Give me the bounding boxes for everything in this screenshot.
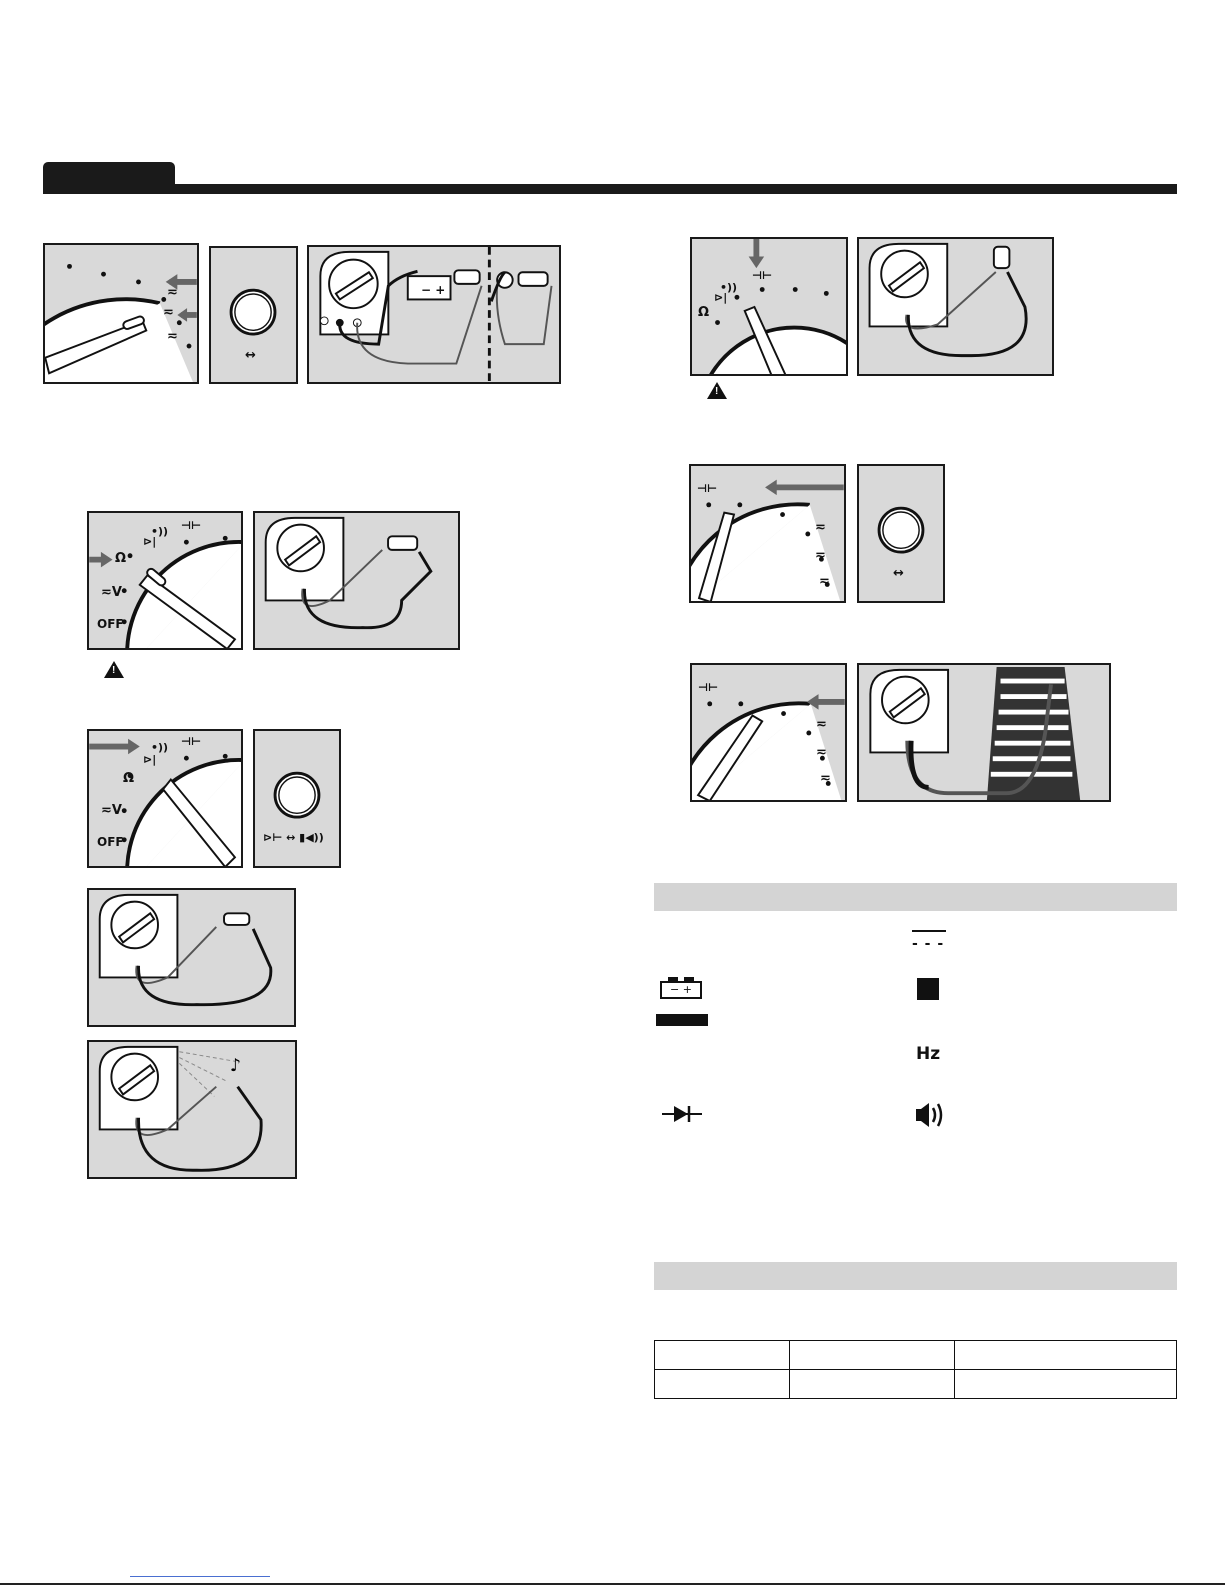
warning-icon: ! (104, 661, 124, 678)
footer-link-underline (130, 1576, 270, 1577)
meter-continuity-panel (87, 1040, 297, 1179)
switch-arrow-label: ↔ (893, 566, 904, 581)
dial-label-ohm: Ω (123, 771, 135, 786)
table-cell (790, 1370, 955, 1399)
meter-measure-temperature-panel (857, 663, 1111, 802)
dial-label-sound: •)) (720, 281, 738, 294)
section-rule (43, 184, 1177, 194)
svg-text:♪: ♪ (229, 1056, 242, 1077)
dial-label-approx: ≂ (816, 745, 827, 760)
dial-label-off: OFF (97, 617, 124, 631)
table-cell (655, 1341, 790, 1370)
switch-arrow-label: ↔ (245, 348, 256, 363)
dial-label-volt: ≂V (101, 803, 122, 818)
table-cell (955, 1341, 1177, 1370)
meter-measure-diode-panel (87, 888, 296, 1027)
select-button-panel (209, 246, 298, 384)
dial-panel-capacitance (690, 237, 848, 376)
dial-label-cap: ⊣⊢ (752, 269, 773, 282)
spec-table (654, 1340, 1177, 1399)
continuity-sound-icon (914, 1102, 944, 1128)
select-button-panel-diode (253, 729, 341, 868)
meter-measure-voltage-panel (307, 245, 561, 384)
dial-label-approx: ≂ (163, 305, 174, 320)
dial-label-approx: ≂ (167, 329, 178, 344)
section-band-specifications (654, 1262, 1177, 1290)
negative-bar-icon (656, 1014, 708, 1026)
dial-label-approx: ≂ (815, 548, 826, 563)
diode-icon (662, 1104, 702, 1124)
dial-label-cap: ⊣⊢ (181, 735, 202, 748)
dial-label-ohm: Ω (115, 551, 127, 566)
table-row (655, 1341, 1177, 1370)
battery-terminal (668, 977, 678, 981)
dial-label-sound: •)) (151, 525, 169, 538)
dial-panel-diode (87, 729, 243, 868)
dial-label-off: OFF (97, 835, 124, 849)
dial-label-approx: ≂ (167, 285, 178, 300)
warning-icon: ! (707, 382, 727, 399)
battery-terminal (684, 977, 694, 981)
dial-label-cap: ⊣⊢ (697, 482, 718, 495)
battery-icon: − + (660, 981, 702, 999)
dial-label-ohm: Ω (698, 305, 710, 320)
dial-label-approx: ≂ (819, 574, 830, 589)
dial-label-approx: ≂ (815, 520, 826, 535)
dial-label-volt: ≂V (101, 585, 122, 600)
dial-panel-resistance (87, 511, 243, 650)
dial-label-diode: ⊳| (714, 291, 728, 304)
dial-label-sound: •)) (151, 741, 169, 754)
dial-label-approx: ≂ (816, 717, 827, 732)
table-row (655, 1370, 1177, 1399)
dial-label-diode: ⊳| (143, 535, 157, 548)
dial-label-cap: ⊣⊢ (698, 681, 719, 694)
meter-measure-resistance-panel (253, 511, 460, 650)
dial-panel-temperature (690, 663, 847, 802)
table-cell (790, 1341, 955, 1370)
dial-panel-frequency (689, 464, 846, 603)
battery-label: − + (421, 283, 446, 297)
dial-label-cap: ⊣⊢ (181, 519, 202, 532)
dial-panel-ac-voltage (43, 243, 199, 384)
select-button-panel-frequency (857, 464, 945, 603)
meter-measure-capacitance-panel (857, 237, 1054, 376)
dial-label-approx: ≂ (820, 771, 831, 786)
hz-icon: Hz (916, 1044, 941, 1064)
hold-icon (917, 978, 939, 1000)
table-cell (655, 1370, 790, 1399)
section-band-symbols (654, 883, 1177, 911)
dial-label-diode: ⊳| (143, 753, 157, 766)
dc-icon: - - - (912, 930, 946, 952)
table-cell (955, 1370, 1177, 1399)
switch-diode-sound-label: ⊳⊢ ↔ ▮◀)) (263, 831, 324, 844)
